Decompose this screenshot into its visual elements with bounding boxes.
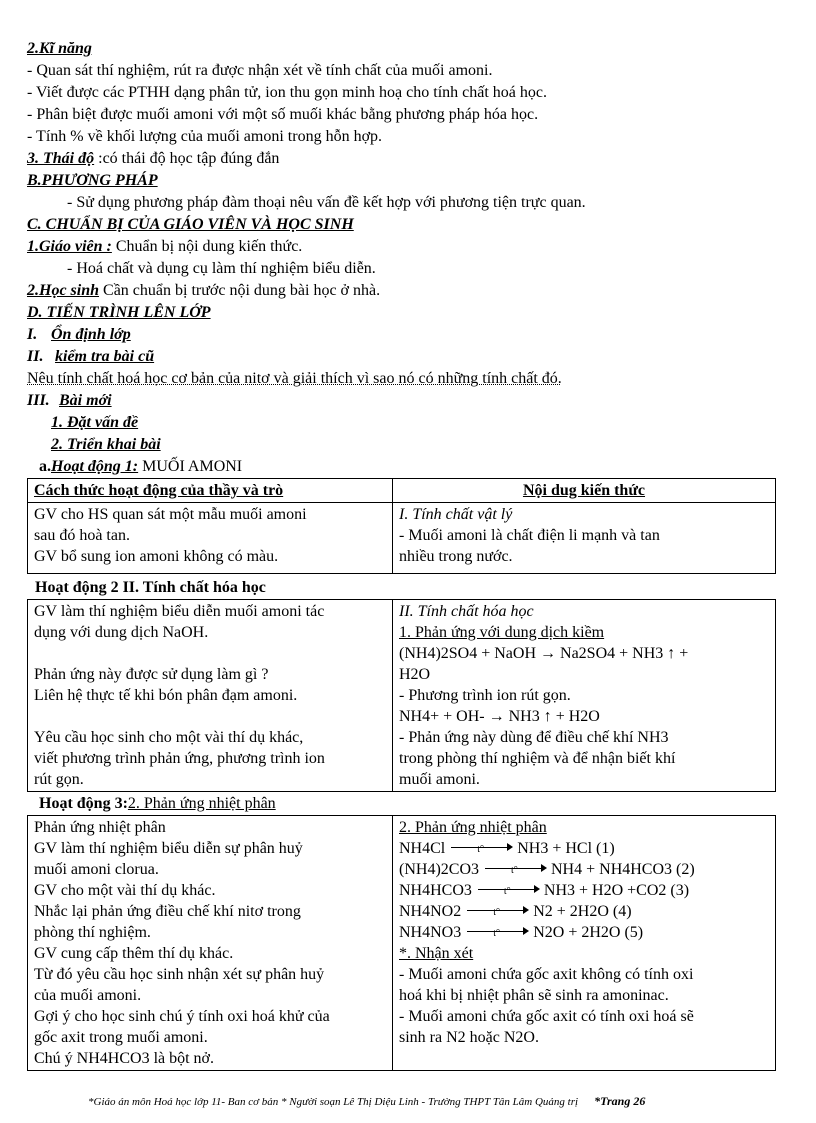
table3-left-line: Gợi ý cho học sinh chú ý tính oxi hoá khử của: [34, 1008, 330, 1025]
arrow-label: t°: [493, 928, 500, 939]
reaction-rhs: NH3 + HCl (1): [517, 840, 615, 857]
remark-line: hoá khi bị nhiệt phân sẽ sinh ra amoninac.: [399, 987, 669, 1004]
heat-arrow-icon: [485, 865, 545, 876]
heat-arrow-icon: [451, 844, 511, 855]
table3-left-line: Từ đó yêu cầu học sinh nhận xét sự phân huỷ: [34, 966, 325, 983]
col1-header: Cách thức hoạt động của thầy và trò: [28, 479, 393, 503]
act1-prefix: a.: [39, 458, 51, 475]
heat-arrow-icon: [467, 928, 527, 939]
skill-item: - Quan sát thí nghiệm, rút ra được nhận xét về tính chất của muối amoni.: [27, 62, 493, 79]
skills-heading: 2.Kĩ năng: [27, 40, 92, 57]
heat-arrow-icon: [478, 886, 538, 897]
arrow-label: t°: [511, 865, 518, 876]
activity3-line: [27, 793, 787, 815]
arrow-label: t°: [493, 907, 500, 918]
table1-right: [393, 503, 776, 574]
table2-left-line: Liên hệ thực tế khi bón phân đạm amoni.: [34, 687, 298, 704]
reaction-2: [399, 859, 769, 880]
activity1-line: [27, 456, 787, 478]
step-ii: [27, 346, 787, 368]
table2-right-sub: 1. Phản ứng với dung dịch kiềm: [399, 624, 605, 641]
step-iii-num: III.: [27, 392, 50, 409]
footer-text: *Giáo án môn Hoá học lớp 11- Ban cơ bản * Người soạn Lê Thị Diệu Linh - Trường THPT Tân Lâm Quảng trị: [88, 1096, 579, 1108]
act3-label: Hoạt động 3:: [39, 795, 128, 812]
method-text: - Sử dụng phương pháp đàm thoại nêu vấn đề kết hợp với phương tiện trực quan.: [67, 194, 586, 211]
remark-line: - Muối amoni chứa gốc axit có tính oxi hoá sẽ: [399, 1008, 694, 1025]
skill-item: - Phân biệt được muối amoni với một số muối khác bằng phương pháp hóa học.: [27, 106, 539, 123]
table3-right-title: 2. Phản ứng nhiệt phân: [399, 819, 547, 836]
table3-left-line: GV làm thí nghiệm biểu diễn sự phân huỷ: [34, 840, 303, 857]
col2-header: Nội dug kiến thức: [393, 479, 776, 503]
reaction-lhs: NH4NO3: [399, 924, 462, 941]
reaction-3: [399, 880, 769, 901]
student-label: 2.Học sinh: [27, 282, 100, 299]
table2-left-line: GV làm thí nghiệm biểu diễn muối amoni tác: [34, 603, 325, 620]
step-ii-text: kiểm tra bài cũ: [55, 348, 155, 365]
table2-left-line: Phản ứng này được sử dụng làm gì ?: [34, 666, 269, 683]
table2-note: - Phản ứng này dùng để điều chế khí NH3: [399, 729, 669, 746]
table3-left-line: GV cung cấp thêm thí dụ khác.: [34, 945, 234, 962]
reaction-rhs: NH3 + H2O +CO2 (3): [543, 882, 690, 899]
student-text: Cần chuẩn bị trước nội dung bài học ở nhà.: [99, 282, 381, 299]
table2-left-line: Yêu cầu học sinh cho một vài thí dụ khác,: [34, 729, 304, 746]
equation-1: (NH4)2SO4 + NaOH → Na2SO4 + NH3 ↑ +: [399, 645, 689, 662]
review-question: Nêu tính chất hoá học cơ bản của nitơ và giải thích vì sao nó có những tính chất đó.: [27, 370, 562, 387]
step-i-text: Ổn định lớp: [51, 326, 131, 343]
table2-left-line: rút gọn.: [34, 771, 84, 788]
ionic-label: - Phương trình ion rút gọn.: [399, 687, 571, 704]
table2-left-line: [34, 643, 386, 664]
table3-left-line: của muối amoni.: [34, 987, 142, 1004]
sub-step-2: 2. Triển khai bài: [51, 436, 161, 453]
activity3-table: [27, 815, 776, 1071]
attitude-line: [27, 148, 787, 170]
teacher-text: Chuẩn bị nội dung kiến thức.: [111, 238, 303, 255]
table1-left-line: GV bổ sung ion amoni không có màu.: [34, 548, 279, 565]
reaction-rhs: N2 + 2H2O (4): [533, 903, 632, 920]
table1-left: [28, 503, 393, 574]
act1-title: MUỐI AMONI: [138, 458, 243, 475]
remark-line: sinh ra N2 hoặc N2O.: [399, 1029, 539, 1046]
equation-1b: H2O: [399, 666, 431, 683]
sub-step-1: 1. Đặt vấn đề: [51, 414, 139, 431]
remark-label: *. Nhận xét: [399, 945, 474, 962]
reaction-lhs: NH4Cl: [399, 840, 446, 857]
skill-item: - Tính % về khối lượng của muối amoni trong hỗn hợp.: [27, 128, 383, 145]
act3-title: 2. Phản ứng nhiệt phân: [127, 795, 276, 812]
document-page: [27, 38, 787, 1071]
step-ii-num: II.: [27, 348, 44, 365]
page-number: *Trang 26: [594, 1094, 646, 1108]
reaction-rhs: NH4 + NH4HCO3 (2): [551, 861, 695, 878]
activity1-table: [27, 478, 776, 574]
table3-right: [393, 816, 776, 1071]
step-i: [27, 324, 787, 346]
attitude-text: :có thái độ học tập đúng đắn: [94, 150, 280, 167]
attitude-heading: 3. Thái độ: [27, 150, 95, 167]
reaction-5: [399, 922, 769, 943]
teacher-label: 1.Giáo viên :: [27, 238, 112, 255]
prep-heading: C. CHUẨN BỊ CỦA GIÁO VIÊN VÀ HỌC SINH: [27, 216, 354, 233]
table1-left-line: sau đó hoà tan.: [34, 527, 130, 544]
activity2-table: [27, 599, 776, 792]
arrow-label: t°: [503, 886, 511, 897]
activity2-title: Hoạt động 2 II. Tính chất hóa học: [35, 579, 266, 596]
table2-note: muối amoni.: [399, 771, 480, 788]
reaction-lhs: (NH4)2CO3: [399, 861, 479, 878]
arrow-label: t°: [477, 844, 485, 855]
table2-left-line: [34, 706, 386, 727]
reaction-lhs: NH4NO2: [399, 903, 462, 920]
reaction-rhs: N2O + 2H2O (5): [533, 924, 644, 941]
table2-left-line: viết phương trình phản ứng, phương trình ion: [34, 750, 325, 767]
step-iii-text: Bài mới: [59, 392, 112, 409]
table3-left-line: Phản ứng nhiệt phân: [34, 819, 166, 836]
table2-note: trong phòng thí nghiệm và để nhận biết khí: [399, 750, 676, 767]
table2-right-title: II. Tính chất hóa học: [399, 603, 534, 620]
table1-right-line: - Muối amoni là chất điện li mạnh và tan: [399, 527, 660, 544]
method-heading: B.PHƯƠNG PHÁP: [27, 172, 158, 189]
table2-left-line: dụng với dung dịch NaOH.: [34, 624, 209, 641]
table3-left: [28, 816, 393, 1071]
table1-right-line: nhiều trong nước.: [399, 548, 513, 565]
step-i-num: I.: [27, 326, 38, 343]
reaction-4: [399, 901, 769, 922]
prep-student: [27, 280, 787, 302]
table2-right: [393, 600, 776, 792]
step-iii: [27, 390, 787, 412]
teacher-item: - Hoá chất và dụng cụ làm thí nghiệm biểu diễn.: [67, 260, 376, 277]
table3-left-line: Chú ý NH4HCO3 là bột nở.: [34, 1050, 215, 1067]
table1-right-title: I. Tính chất vật lý: [399, 506, 513, 523]
table1-left-line: GV cho HS quan sát một mẫu muối amoni: [34, 506, 307, 523]
skill-item: - Viết được các PTHH dạng phân tử, ion thu gọn minh hoạ cho tính chất hoá học.: [27, 84, 547, 101]
table3-left-line: muối amoni clorua.: [34, 861, 159, 878]
act1-label: Hoạt động 1:: [51, 458, 139, 475]
table2-left: [28, 600, 393, 792]
table3-left-line: phòng thí nghiệm.: [34, 924, 151, 941]
prep-teacher: [27, 236, 787, 258]
reaction-lhs: NH4HCO3: [399, 882, 472, 899]
page-footer: [88, 1094, 645, 1109]
table3-left-line: gốc axit trong muối amoni.: [34, 1029, 208, 1046]
table3-left-line: GV cho một vài thí dụ khác.: [34, 882, 216, 899]
heat-arrow-icon: [467, 907, 527, 918]
reaction-1: [399, 838, 769, 859]
process-heading: D. TIẾN TRÌNH LÊN LỚP: [27, 304, 211, 321]
table3-left-line: Nhắc lại phản ứng điều chế khí nitơ trong: [34, 903, 301, 920]
remark-line: - Muối amoni chứa gốc axit không có tính oxi: [399, 966, 694, 983]
equation-2: NH4+ + OH- → NH3 ↑ + H2O: [399, 708, 600, 725]
